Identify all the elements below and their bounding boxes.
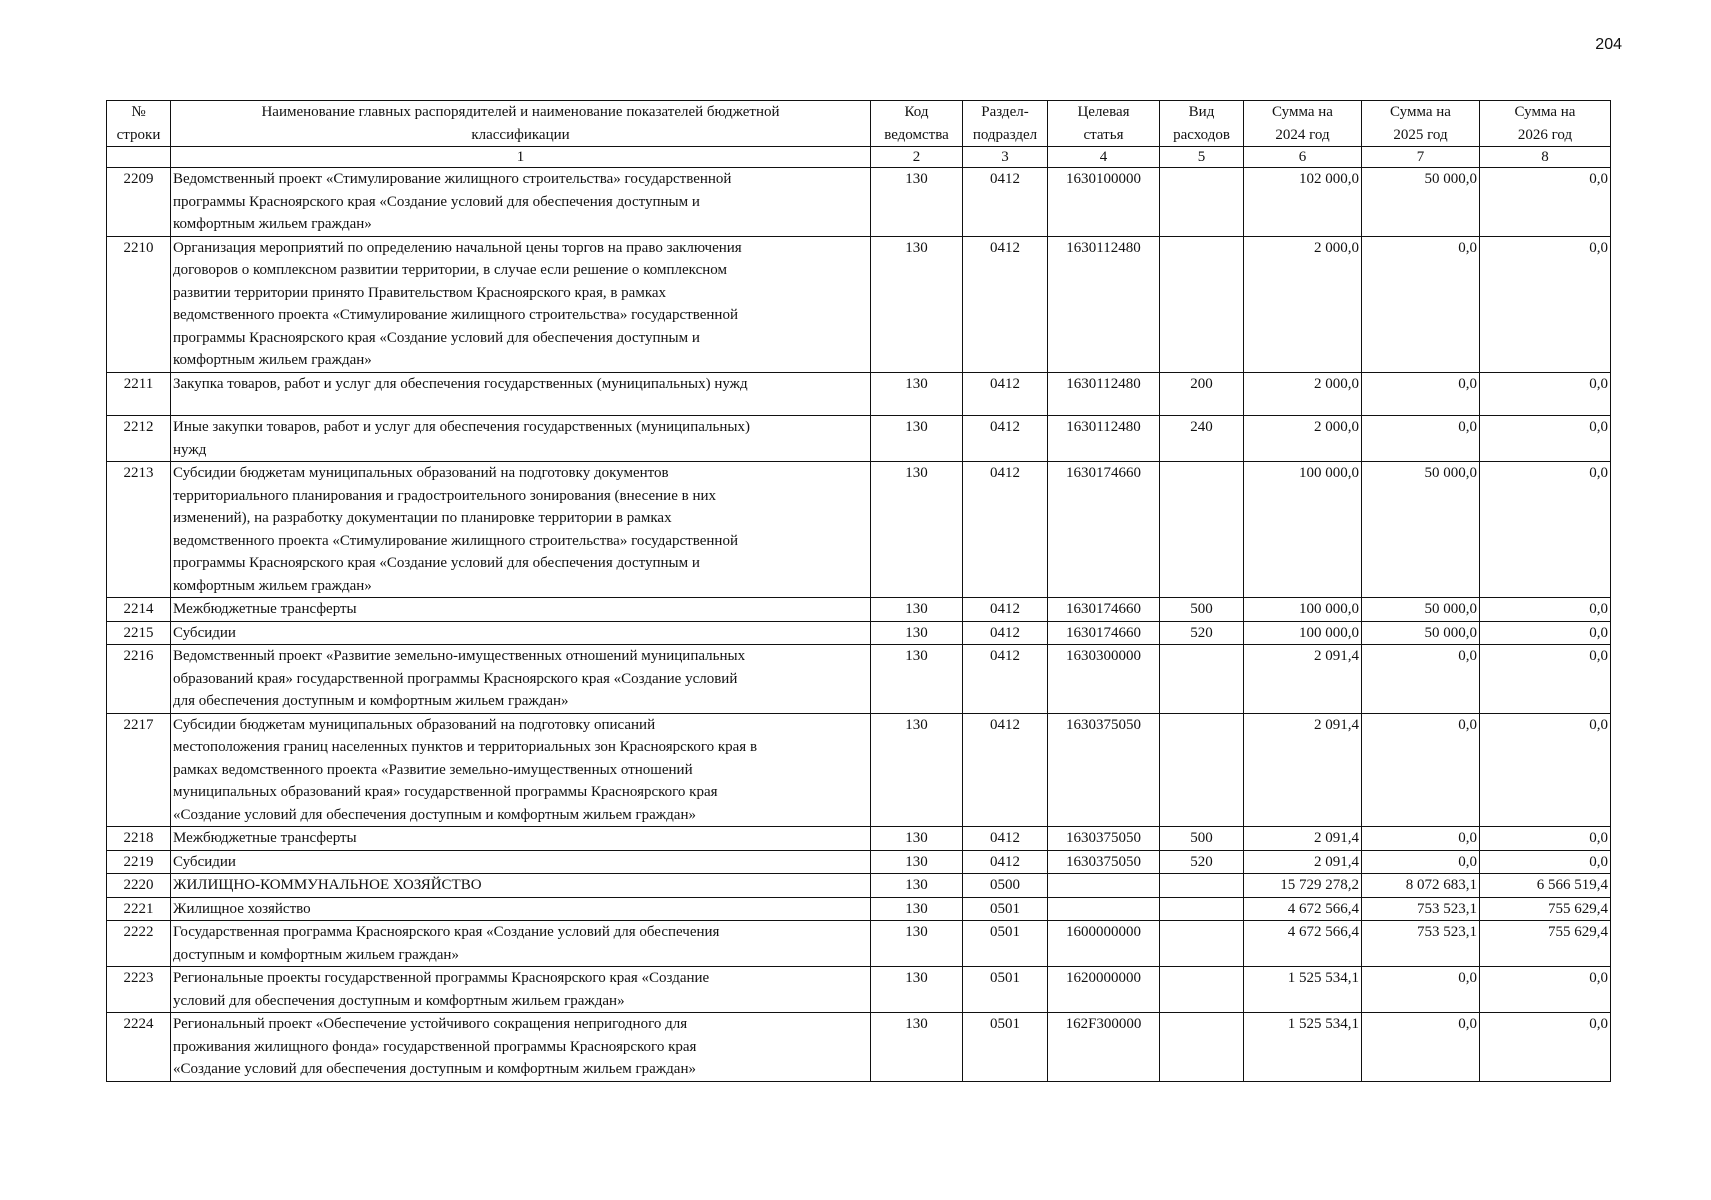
section-code-cell: 0412 [963,645,1048,714]
row-name-cell [171,1013,871,1082]
header-sum-2024: Сумма на 2024 год [1244,101,1362,147]
expense-type-cell [1160,874,1244,898]
row-name-cell [171,621,871,645]
row-name-cell [171,598,871,622]
section-code-cell: 0412 [963,462,1048,598]
row-name-cell [171,874,871,898]
sum-2026-cell: 0,0 [1480,827,1611,851]
sum-2026-cell: 0,0 [1480,645,1611,714]
row-name-line: ЖИЛИЩНО-КОММУНАЛЬНОЕ ХОЗЯЙСТВО [173,877,482,893]
header-sum-2025: Сумма на 2025 год [1362,101,1480,147]
sum-2026-cell: 6 566 519,4 [1480,874,1611,898]
row-name-cell [171,645,871,714]
row-name-line: программы Красноярского края «Создание условий для обеспечения доступным и [173,329,700,346]
expense-type-cell: 500 [1160,598,1244,622]
column-index-cell: 2 [871,147,963,168]
column-index-cell: 5 [1160,147,1244,168]
row-name-cell [171,462,871,598]
dept-code-cell: 130 [871,416,963,462]
dept-code-cell: 130 [871,645,963,714]
row-name-line: Межбюджетные трансферты [173,601,357,617]
row-number-cell: 2218 [107,827,171,851]
table-body [107,168,1611,1082]
row-number-cell: 2223 [107,967,171,1013]
row-number-cell: 2220 [107,874,171,898]
dept-code-cell: 130 [871,168,963,237]
row-number-cell: 2217 [107,713,171,827]
column-index-cell: 8 [1480,147,1611,168]
row-name-cell [171,850,871,874]
sum-2025-cell: 0,0 [1362,713,1480,827]
row-name-cell [171,372,871,416]
row-name-line: условий для обеспечения доступным и комфортным жильем граждан» [173,992,625,1009]
row-name-line: для обеспечения доступным и комфортным жильем граждан» [173,693,569,709]
row-number-cell: 2212 [107,416,171,462]
column-index-cell: 1 [171,147,871,168]
row-name-line: программы Красноярского края «Создание условий для обеспечения доступным и [173,555,700,571]
row-number-cell: 2214 [107,598,171,622]
column-index-cell: 6 [1244,147,1362,168]
sum-2025-cell: 753 523,1 [1362,897,1480,921]
sum-2025-cell: 753 523,1 [1362,921,1480,967]
row-number-cell: 2209 [107,168,171,237]
target-article-cell: 1630375050 [1048,827,1160,851]
row-name-line: комфортным жильем граждан» [173,577,372,594]
table-row [107,598,1611,622]
table-row [107,967,1611,1013]
row-number-cell: 2219 [107,850,171,874]
table-row [107,897,1611,921]
row-name-line: Субсидии бюджетам муниципальных образований на подготовку описаний [173,716,656,733]
target-article-cell: 1630174660 [1048,598,1160,622]
row-name-cell [171,713,871,827]
sum-2024-cell: 102 000,0 [1244,168,1362,237]
budget-table [106,100,1611,1082]
section-code-cell: 0500 [963,874,1048,898]
table-row [107,645,1611,714]
row-name-line: нужд [173,441,207,458]
sum-2024-cell: 1 525 534,1 [1244,1013,1362,1082]
sum-2025-cell: 0,0 [1362,372,1480,416]
expense-type-cell: 200 [1160,372,1244,416]
row-name-cell [171,168,871,237]
header-name: Наименование главных распорядителей и наименование показателей бюджетной классификации [171,101,871,147]
target-article-cell [1048,897,1160,921]
target-article-cell: 1630375050 [1048,713,1160,827]
target-article-cell: 1630112480 [1048,236,1160,372]
row-name-line: территориального планирования и градостроительного зонирования (внесение в них [173,487,717,504]
sum-2026-cell: 755 629,4 [1480,921,1611,967]
row-name-line: комфортным жильем граждан» [173,216,372,232]
row-name-line: Иные закупки товаров, работ и услуг для обеспечения государственных (муниципальных) [173,419,750,435]
row-name-line: образований края» государственной программы Красноярского края «Создание условий [173,670,738,687]
sum-2026-cell: 0,0 [1480,416,1611,462]
row-name-line: Жилищное хозяйство [173,900,311,917]
row-name-line: Государственная программа Красноярского края «Создание условий для обеспечения [173,924,720,940]
row-name-cell [171,921,871,967]
expense-type-cell [1160,713,1244,827]
column-index-cell: 3 [963,147,1048,168]
sum-2024-cell: 2 000,0 [1244,372,1362,416]
header-exp-type: Вид расходов [1160,101,1244,147]
sum-2026-cell: 755 629,4 [1480,897,1611,921]
sum-2026-cell: 0,0 [1480,462,1611,598]
target-article-cell: 1620000000 [1048,967,1160,1013]
section-code-cell: 0501 [963,897,1048,921]
sum-2024-cell: 2 091,4 [1244,850,1362,874]
sum-2024-cell: 4 672 566,4 [1244,897,1362,921]
row-name-line: комфортным жильем граждан» [173,352,372,368]
row-name-line: Закупка товаров, работ и услуг для обеспечения государственных (муниципальных) нужд [173,375,748,392]
sum-2024-cell: 2 091,4 [1244,713,1362,827]
dept-code-cell: 130 [871,372,963,416]
target-article-cell: 1630174660 [1048,462,1160,598]
row-name-line: Субсидии [173,624,236,641]
sum-2024-cell: 2 091,4 [1244,645,1362,714]
target-article-cell: 1600000000 [1048,921,1160,967]
dept-code-cell: 130 [871,713,963,827]
target-article-cell: 1630375050 [1048,850,1160,874]
row-name-line: муниципальных образований края» государственной программы Красноярского края [173,784,718,800]
section-code-cell: 0501 [963,1013,1048,1082]
target-article-cell [1048,874,1160,898]
sum-2025-cell: 50 000,0 [1362,168,1480,237]
expense-type-cell [1160,1013,1244,1082]
row-name-cell [171,827,871,851]
row-name-line: «Создание условий для обеспечения доступным и комфортным жильем граждан» [173,1061,696,1077]
header-dept: Код ведомства [871,101,963,147]
sum-2024-cell: 4 672 566,4 [1244,921,1362,967]
sum-2025-cell: 0,0 [1362,416,1480,462]
sum-2024-cell: 2 000,0 [1244,416,1362,462]
row-name-line: Субсидии [173,853,236,870]
header-num: № строки [107,101,171,147]
row-name-line: Ведомственный проект «Развитие земельно-имущественных отношений муниципальных [173,648,746,664]
sum-2024-cell: 100 000,0 [1244,462,1362,598]
header-section: Раздел- подраздел [963,101,1048,147]
row-name-line: договоров о комплексном развитии территории, в случае если решение о комплексном [173,262,727,278]
page-number: 204 [1595,36,1622,53]
sum-2024-cell: 2 091,4 [1244,827,1362,851]
row-name-line: программы Красноярского края «Создание условий для обеспечения доступным и [173,193,700,210]
section-code-cell: 0412 [963,621,1048,645]
expense-type-cell [1160,462,1244,598]
row-name-line: изменений), на разработку документации по планировке территории в рамках [173,510,672,526]
sum-2026-cell: 0,0 [1480,168,1611,237]
section-code-cell: 0412 [963,416,1048,462]
expense-type-cell: 500 [1160,827,1244,851]
row-name-line: «Создание условий для обеспечения доступным и комфортным жильем граждан» [173,806,696,823]
row-number-cell: 2211 [107,372,171,416]
row-name-line: Региональные проекты государственной программы Красноярского края «Создание [173,970,710,986]
dept-code-cell: 130 [871,236,963,372]
sum-2026-cell: 0,0 [1480,1013,1611,1082]
table-row [107,827,1611,851]
row-number-cell: 2224 [107,1013,171,1082]
section-code-cell: 0501 [963,967,1048,1013]
dept-code-cell: 130 [871,850,963,874]
row-name-cell [171,967,871,1013]
dept-code-cell: 130 [871,874,963,898]
section-code-cell: 0412 [963,850,1048,874]
row-name-line: Ведомственный проект «Стимулирование жилищного строительства» государственной [173,171,732,187]
row-name-line: Межбюджетные трансферты [173,830,357,846]
sum-2024-cell: 15 729 278,2 [1244,874,1362,898]
sum-2025-cell: 0,0 [1362,850,1480,874]
sum-2024-cell: 2 000,0 [1244,236,1362,372]
sum-2026-cell: 0,0 [1480,372,1611,416]
target-article-cell: 162F300000 [1048,1013,1160,1082]
expense-type-cell [1160,897,1244,921]
section-code-cell: 0412 [963,168,1048,237]
row-name-line: проживания жилищного фонда» государственной программы Красноярского края [173,1038,697,1055]
row-number-cell: 2213 [107,462,171,598]
dept-code-cell: 130 [871,921,963,967]
sum-2025-cell: 50 000,0 [1362,462,1480,598]
row-name-line: местоположения границ населенных пунктов и территориальных зон Красноярского края в [173,739,758,755]
row-number-cell: 2215 [107,621,171,645]
sum-2025-cell: 50 000,0 [1362,598,1480,622]
sum-2025-cell: 50 000,0 [1362,621,1480,645]
sum-2026-cell: 0,0 [1480,713,1611,827]
dept-code-cell: 130 [871,598,963,622]
target-article-cell: 1630100000 [1048,168,1160,237]
row-number-cell: 2210 [107,236,171,372]
column-index-cell: 4 [1048,147,1160,168]
expense-type-cell [1160,168,1244,237]
sum-2024-cell: 100 000,0 [1244,598,1362,622]
sum-2026-cell: 0,0 [1480,236,1611,372]
table-row [107,372,1611,416]
dept-code-cell: 130 [871,827,963,851]
section-code-cell: 0501 [963,921,1048,967]
row-name-cell [171,236,871,372]
sum-2026-cell: 0,0 [1480,621,1611,645]
row-number-cell: 2216 [107,645,171,714]
table-row [107,621,1611,645]
section-code-cell: 0412 [963,827,1048,851]
expense-type-cell: 240 [1160,416,1244,462]
row-name-line: Субсидии бюджетам муниципальных образований на подготовку документов [173,465,669,481]
expense-type-cell [1160,645,1244,714]
section-code-cell: 0412 [963,236,1048,372]
expense-type-cell: 520 [1160,850,1244,874]
dept-code-cell: 130 [871,897,963,921]
sum-2025-cell: 0,0 [1362,645,1480,714]
target-article-cell: 1630112480 [1048,372,1160,416]
row-name-line: доступным и комфортным жильем граждан» [173,946,459,963]
table-row [107,713,1611,827]
row-name-cell [171,897,871,921]
table-row [107,416,1611,462]
column-index-cell: 7 [1362,147,1480,168]
target-article-cell: 1630174660 [1048,621,1160,645]
table-row [107,1013,1611,1082]
sum-2025-cell: 0,0 [1362,236,1480,372]
sum-2026-cell: 0,0 [1480,598,1611,622]
header-article: Целевая статья [1048,101,1160,147]
expense-type-cell [1160,236,1244,372]
section-code-cell: 0412 [963,598,1048,622]
section-code-cell: 0412 [963,713,1048,827]
table-row [107,462,1611,598]
sum-2026-cell: 0,0 [1480,967,1611,1013]
sum-2026-cell: 0,0 [1480,850,1611,874]
target-article-cell: 1630300000 [1048,645,1160,714]
target-article-cell: 1630112480 [1048,416,1160,462]
expense-type-cell [1160,921,1244,967]
table-row [107,850,1611,874]
sum-2025-cell: 0,0 [1362,967,1480,1013]
dept-code-cell: 130 [871,1013,963,1082]
expense-type-cell [1160,967,1244,1013]
expense-type-cell: 520 [1160,621,1244,645]
sum-2024-cell: 1 525 534,1 [1244,967,1362,1013]
table-row [107,168,1611,237]
row-name-line: развитии территории принято Правительством Красноярского края, в рамках [173,284,667,301]
header-row [107,101,1611,147]
row-number-cell: 2221 [107,897,171,921]
sum-2025-cell: 0,0 [1362,1013,1480,1082]
dept-code-cell: 130 [871,967,963,1013]
header-sum-2026: Сумма на 2026 год [1480,101,1611,147]
table-row [107,236,1611,372]
row-name-line: Региональный проект «Обеспечение устойчивого сокращения непригодного для [173,1016,688,1032]
column-index-cell [107,147,171,168]
dept-code-cell: 130 [871,621,963,645]
row-name-line: ведомственного проекта «Стимулирование жилищного строительства» государственной [173,532,738,549]
dept-code-cell: 130 [871,462,963,598]
section-code-cell: 0412 [963,372,1048,416]
table-row [107,921,1611,967]
sum-2025-cell: 0,0 [1362,827,1480,851]
sum-2024-cell: 100 000,0 [1244,621,1362,645]
column-index-row [107,147,1611,168]
sum-2025-cell: 8 072 683,1 [1362,874,1480,898]
row-name-line: рамках ведомственного проекта «Развитие земельно-имущественных отношений [173,761,693,778]
row-number-cell: 2222 [107,921,171,967]
row-name-line: ведомственного проекта «Стимулирование жилищного строительства» государственной [173,307,738,323]
row-name-line [173,395,868,415]
row-name-line: Организация мероприятий по определению начальной цены торгов на право заключения [173,239,742,256]
table-row [107,874,1611,898]
row-name-cell [171,416,871,462]
